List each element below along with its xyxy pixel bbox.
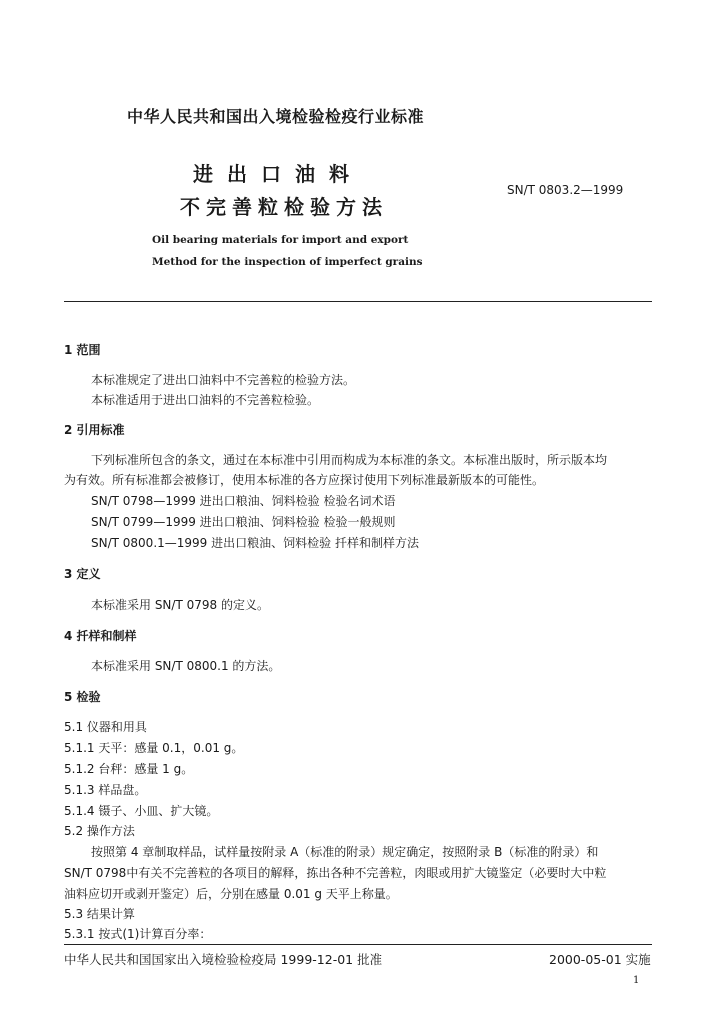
standard-number: SN/T 0803.2—1999 bbox=[507, 183, 624, 197]
section-1-para-2: 本标准适用于进出口油料的不完善粒检验。 bbox=[91, 393, 320, 407]
clause-5-2: 5.2 操作方法 bbox=[64, 824, 135, 838]
section-3-para: 本标准采用 SN/T 0798 的定义。 bbox=[91, 598, 269, 612]
english-title-line-1: Oil bearing materials for import and export bbox=[152, 234, 409, 246]
clause-5-2-para-line-2: SN/T 0798中有关不完善粒的各项目的解释，拣出各种不完善粒，肉眼或用扩大镜鉴定（必要时大中粒 bbox=[64, 866, 607, 880]
clause-5-1: 5.1 仪器和用具 bbox=[64, 720, 147, 734]
issuing-organization: 中华人民共和国出入境检验检疫行业标准 bbox=[127, 107, 425, 126]
reference-3: SN/T 0800.1—1999 进出口粮油、饲料检验 扦样和制样方法 bbox=[91, 536, 419, 550]
section-2-para-line-1: 下列标准所包含的条文，通过在本标准中引用而构成为本标准的条文。本标准出版时，所示版本均 bbox=[91, 453, 608, 467]
clause-5-3-1: 5.3.1 按式(1)计算百分率： bbox=[64, 927, 212, 941]
section-2-para-line-2: 为有效。所有标准都会被修订，使用本标准的各方应探讨使用下列标准最新版本的可能性。 bbox=[64, 473, 545, 487]
section-1-para-1: 本标准规定了进出口油料中不完善粒的检验方法。 bbox=[91, 373, 356, 387]
section-3-heading: 3 定义 bbox=[64, 567, 101, 581]
title-line-1: 进出口油料 bbox=[193, 162, 363, 186]
english-title-line-2: Method for the inspection of imperfect grains bbox=[152, 256, 423, 268]
header-divider bbox=[64, 301, 652, 302]
section-1-heading: 1 范围 bbox=[64, 343, 101, 357]
clause-5-3: 5.3 结果计算 bbox=[64, 907, 135, 921]
section-5-heading: 5 检验 bbox=[64, 690, 101, 704]
reference-1: SN/T 0798—1999 进出口粮油、饲料检验 检验名词术语 bbox=[91, 494, 396, 508]
clause-5-2-para-line-1: 按照第 4 章制取样品，试样量按附录 A（标准的附录）规定确定，按照附录 B（标准的附录）和 bbox=[91, 845, 599, 859]
reference-2: SN/T 0799—1999 进出口粮油、饲料检验 检验一般规则 bbox=[91, 515, 396, 529]
section-2-heading: 2 引用标准 bbox=[64, 423, 125, 437]
clause-5-1-3: 5.1.3 样品盘。 bbox=[64, 783, 147, 797]
clause-5-2-para-line-3: 油料应切开或剥开鉴定）后，分别在感量 0.01 g 天平上称量。 bbox=[64, 887, 398, 901]
title-line-2: 不完善粒检验方法 bbox=[180, 195, 388, 219]
footer-divider bbox=[64, 944, 652, 945]
approval-statement: 中华人民共和国国家出入境检验检疫局 1999-12-01 批准 bbox=[64, 952, 383, 967]
section-4-para: 本标准采用 SN/T 0800.1 的方法。 bbox=[91, 659, 281, 673]
clause-5-1-2: 5.1.2 台秤：感量 1 g。 bbox=[64, 762, 194, 776]
clause-5-1-4: 5.1.4 镊子、小皿、扩大镜。 bbox=[64, 804, 219, 818]
page-number: 1 bbox=[633, 975, 640, 986]
section-4-heading: 4 扦样和制样 bbox=[64, 629, 137, 643]
implementation-date: 2000-05-01 实施 bbox=[549, 952, 651, 967]
clause-5-1-1: 5.1.1 天平：感量 0.1，0.01 g。 bbox=[64, 741, 244, 755]
